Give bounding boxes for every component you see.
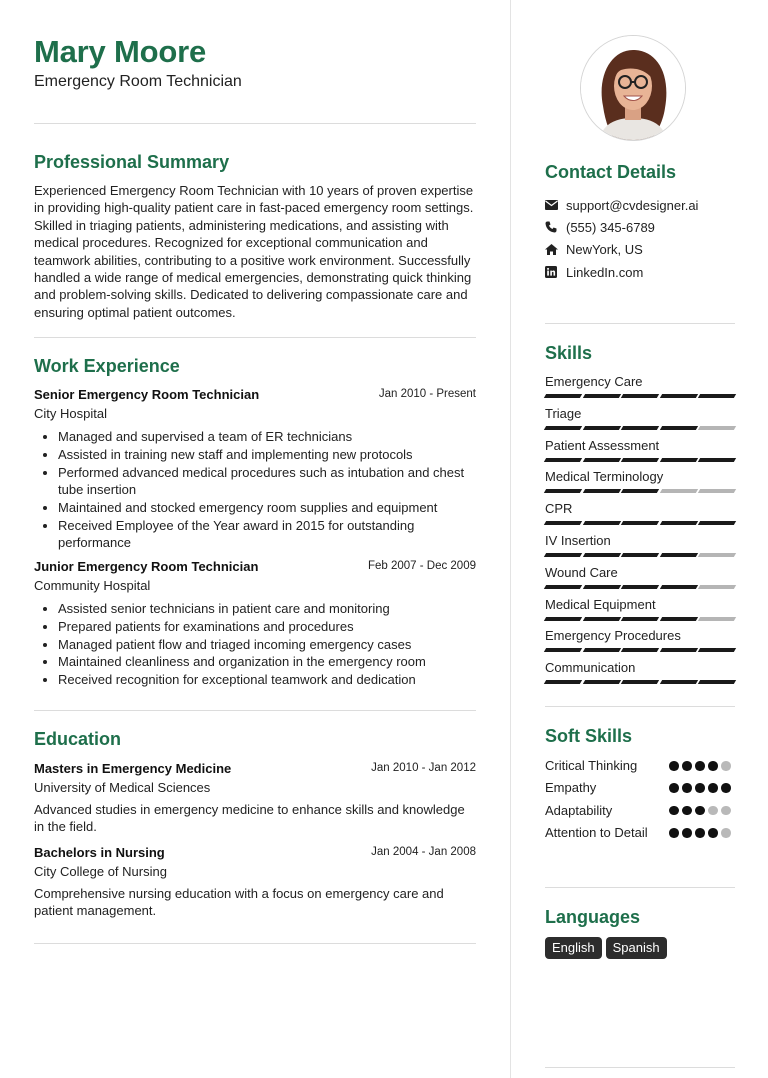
portrait-illustration: [581, 36, 685, 140]
skill-level-segment: [544, 648, 582, 652]
divider: [545, 323, 735, 324]
job-date: Feb 2007 - Dec 2009: [367, 560, 476, 572]
skill-level-segment: [698, 553, 736, 557]
rating-dot: [708, 806, 718, 816]
skill-item: [545, 660, 735, 684]
location-text: NewYork, US: [566, 242, 643, 258]
skill-level-segment: [582, 553, 620, 557]
skill-name: CPR: [545, 501, 573, 517]
job-entry: [34, 387, 476, 552]
rating-dot: [721, 761, 731, 771]
language-tag: English: [545, 937, 602, 959]
skill-level-segment: [698, 585, 736, 589]
skill-level-segment: [544, 680, 582, 684]
skill-level-segment: [660, 426, 698, 430]
summary-heading: Professional Summary: [34, 152, 230, 172]
linkedin-icon: [545, 266, 566, 278]
rating-dot: [682, 783, 692, 793]
education-date: Jan 2010 - Jan 2012: [371, 762, 476, 774]
skill-level-segment: [660, 553, 698, 557]
skill-level-bar: [545, 553, 735, 557]
list-item: • Received recognition for exceptional teamwork and dedication: [58, 671, 476, 688]
degree: Bachelors in Nursing: [34, 845, 165, 860]
skill-item: [545, 628, 735, 652]
list-item: • Assisted senior technicians in patient care and monitoring: [58, 600, 476, 617]
rating-dot: [682, 828, 692, 838]
skill-level-segment: [621, 489, 659, 493]
education-heading: Education: [34, 729, 122, 749]
job-title: Senior Emergency Room Technician: [34, 387, 260, 402]
soft-skill-item: [545, 757, 735, 774]
list-item: • Managed and supervised a team of ER technicians: [58, 428, 476, 445]
skill-item: [545, 597, 735, 621]
skill-level-bar: [545, 521, 735, 525]
soft-skill-name: Attention to Detail: [545, 825, 648, 841]
skill-level-segment: [698, 617, 736, 621]
rating-dot: [721, 783, 731, 793]
divider: [545, 887, 735, 888]
skill-item: [545, 565, 735, 589]
skill-level-segment: [582, 394, 620, 398]
skill-name: IV Insertion: [545, 533, 611, 548]
skill-item: [545, 501, 735, 525]
skill-level-segment: [621, 553, 659, 557]
skill-level-segment: [698, 426, 736, 430]
rating-dot: [669, 761, 679, 771]
rating-dot: [708, 783, 718, 793]
skill-level-bar: [545, 680, 735, 684]
skill-level-segment: [621, 648, 659, 652]
phone-icon: [545, 221, 566, 233]
skill-item: [545, 469, 735, 493]
skill-level-segment: [582, 521, 620, 525]
skill-level-bar: [545, 458, 735, 462]
skill-level-bar: [545, 648, 735, 652]
email-text[interactable]: support@cvdesigner.ai: [566, 197, 699, 213]
profile-photo: [580, 35, 686, 141]
job-date: Jan 2010 - Present: [378, 388, 476, 400]
education-description: Comprehensive nursing education with a focus on emergency care and patient management.: [34, 886, 444, 919]
rating-dot: [682, 806, 692, 816]
skill-level-segment: [621, 617, 659, 621]
skill-name: Emergency Care: [545, 374, 643, 389]
skill-level-segment: [582, 648, 620, 652]
list-item: • Maintained cleanliness and organization in the emergency room: [58, 653, 476, 670]
school: City College of Nursing: [34, 864, 167, 879]
skill-item: [545, 374, 735, 398]
rating-dot: [669, 828, 679, 838]
education-entry: [34, 845, 476, 920]
skill-level-segment: [698, 489, 736, 493]
skill-level-bar: [545, 617, 735, 621]
skill-level-segment: [660, 585, 698, 589]
rating-dot: [695, 783, 705, 793]
skill-level-segment: [544, 617, 582, 621]
skill-item: [545, 406, 735, 430]
skill-level-segment: [660, 521, 698, 525]
skill-name: Medical Equipment: [545, 596, 656, 612]
skill-level-segment: [544, 426, 582, 430]
skill-level-bar: [545, 394, 735, 398]
soft-skill-rating: [669, 828, 731, 838]
contact-location: [545, 239, 735, 261]
skill-level-segment: [544, 489, 582, 493]
skill-level-segment: [544, 394, 582, 398]
soft-skill-item: [545, 824, 735, 841]
skill-level-segment: [698, 394, 736, 398]
contact-heading: Contact Details: [545, 162, 677, 182]
list-item: • Maintained and stocked emergency room supplies and equipment: [58, 499, 476, 516]
rating-dot: [669, 783, 679, 793]
contact-list: [545, 194, 735, 283]
soft-skills-heading: Soft Skills: [545, 726, 633, 746]
column-divider: [510, 0, 511, 1078]
soft-skills-list: [545, 757, 735, 847]
list-item: • Assisted in training new staff and implementing new protocols: [58, 446, 476, 463]
linkedin-text[interactable]: LinkedIn.com: [566, 264, 644, 280]
list-item: • Managed patient flow and triaged incoming emergency cases: [58, 636, 476, 653]
divider: [34, 710, 476, 711]
phone-text[interactable]: (555) 345-6789: [566, 219, 655, 235]
school: University of Medical Sciences: [34, 780, 211, 795]
job-entry: [34, 559, 476, 689]
soft-skill-rating: [669, 761, 731, 771]
degree: Masters in Emergency Medicine: [34, 761, 232, 776]
skill-level-segment: [544, 553, 582, 557]
skill-name: Triage: [545, 405, 582, 421]
skill-item: [545, 438, 735, 462]
rating-dot: [682, 761, 692, 771]
skill-level-bar: [545, 585, 735, 589]
list-item: • Prepared patients for examinations and procedures: [58, 618, 476, 635]
candidate-name: Mary Moore: [34, 34, 206, 69]
skill-level-segment: [698, 521, 736, 525]
list-item: • Received Employee of the Year award in 2015 for outstanding performance: [58, 517, 476, 552]
skill-level-segment: [582, 680, 620, 684]
job-bullets: [34, 600, 476, 689]
rating-dot: [708, 828, 718, 838]
contact-email[interactable]: [545, 194, 735, 216]
skill-level-segment: [582, 489, 620, 493]
skill-name: Medical Terminology: [545, 469, 664, 485]
skill-level-segment: [698, 648, 736, 652]
candidate-title: Emergency Room Technician: [34, 73, 242, 90]
soft-skill-name: Critical Thinking: [545, 758, 638, 773]
skill-level-segment: [660, 458, 698, 462]
rating-dot: [708, 761, 718, 771]
home-icon: [545, 244, 566, 255]
skill-level-segment: [621, 394, 659, 398]
rating-dot: [721, 828, 731, 838]
rating-dot: [695, 806, 705, 816]
divider: [34, 943, 476, 944]
skill-level-segment: [698, 458, 736, 462]
soft-skill-item: [545, 779, 735, 796]
skill-level-segment: [621, 585, 659, 589]
skill-level-bar: [545, 489, 735, 493]
education-date: Jan 2004 - Jan 2008: [371, 846, 476, 858]
skill-level-segment: [544, 521, 582, 525]
skill-level-segment: [582, 426, 620, 430]
skill-name: Emergency Procedures: [545, 628, 681, 644]
job-title: Junior Emergency Room Technician: [34, 559, 259, 574]
skill-name: Patient Assessment: [545, 437, 660, 453]
divider: [545, 706, 735, 707]
skills-heading: Skills: [545, 343, 593, 363]
skill-level-segment: [621, 680, 659, 684]
skill-name: Communication: [545, 660, 636, 676]
experience-heading: Work Experience: [34, 356, 180, 376]
rating-dot: [669, 806, 679, 816]
skill-level-segment: [582, 585, 620, 589]
rating-dot: [695, 761, 705, 771]
skill-level-segment: [621, 458, 659, 462]
job-org: City Hospital: [34, 406, 107, 421]
skill-level-segment: [621, 521, 659, 525]
skill-level-segment: [660, 394, 698, 398]
envelope-icon: [545, 200, 566, 210]
skill-level-segment: [544, 585, 582, 589]
skill-level-segment: [582, 458, 620, 462]
rating-dot: [721, 806, 731, 816]
contact-linkedin[interactable]: [545, 261, 735, 283]
skill-level-segment: [544, 458, 582, 462]
job-org: Community Hospital: [34, 578, 151, 593]
divider: [545, 1067, 735, 1068]
skill-level-segment: [660, 617, 698, 621]
soft-skill-name: Empathy: [545, 780, 597, 796]
skill-level-bar: [545, 426, 735, 430]
list-item: • Performed advanced medical procedures such as intubation and chest tube insertion: [58, 464, 476, 499]
skill-level-segment: [660, 680, 698, 684]
languages-heading: Languages: [545, 907, 641, 927]
divider: [34, 337, 476, 338]
education-description: Advanced studies in emergency medicine to enhance skills and knowledge in the field.: [34, 802, 465, 835]
divider: [34, 123, 476, 124]
education-entry: [34, 761, 476, 836]
skill-level-segment: [660, 489, 698, 493]
skill-level-segment: [582, 617, 620, 621]
soft-skill-name: Adaptability: [545, 802, 613, 818]
rating-dot: [695, 828, 705, 838]
skill-level-segment: [660, 648, 698, 652]
languages-list: [545, 937, 667, 959]
skill-level-segment: [698, 680, 736, 684]
soft-skill-rating: [669, 806, 731, 816]
skill-name: Wound Care: [545, 564, 618, 580]
skill-item: [545, 533, 735, 557]
language-tag: Spanish: [606, 937, 667, 959]
summary-text: Experienced Emergency Room Technician with 10 years of proven expertise in providing high-quality patient care in fast-paced emergency room settings. Skilled in triaging patients, administering medications, and assisting with medical procedures. Recognized for exceptional communication and teamwork abilities, contributing to a positive work environment. Successfully handled a wide range of medical emergencies, demonstrating quick thinking and problem-solving skills. Dedicated to delivering compassionate care and ensuring optimal patient outcomes.: [34, 183, 474, 320]
skill-level-segment: [621, 426, 659, 430]
contact-phone[interactable]: [545, 216, 735, 238]
soft-skill-rating: [669, 783, 731, 793]
job-bullets: [34, 428, 476, 551]
soft-skill-item: [545, 802, 735, 819]
